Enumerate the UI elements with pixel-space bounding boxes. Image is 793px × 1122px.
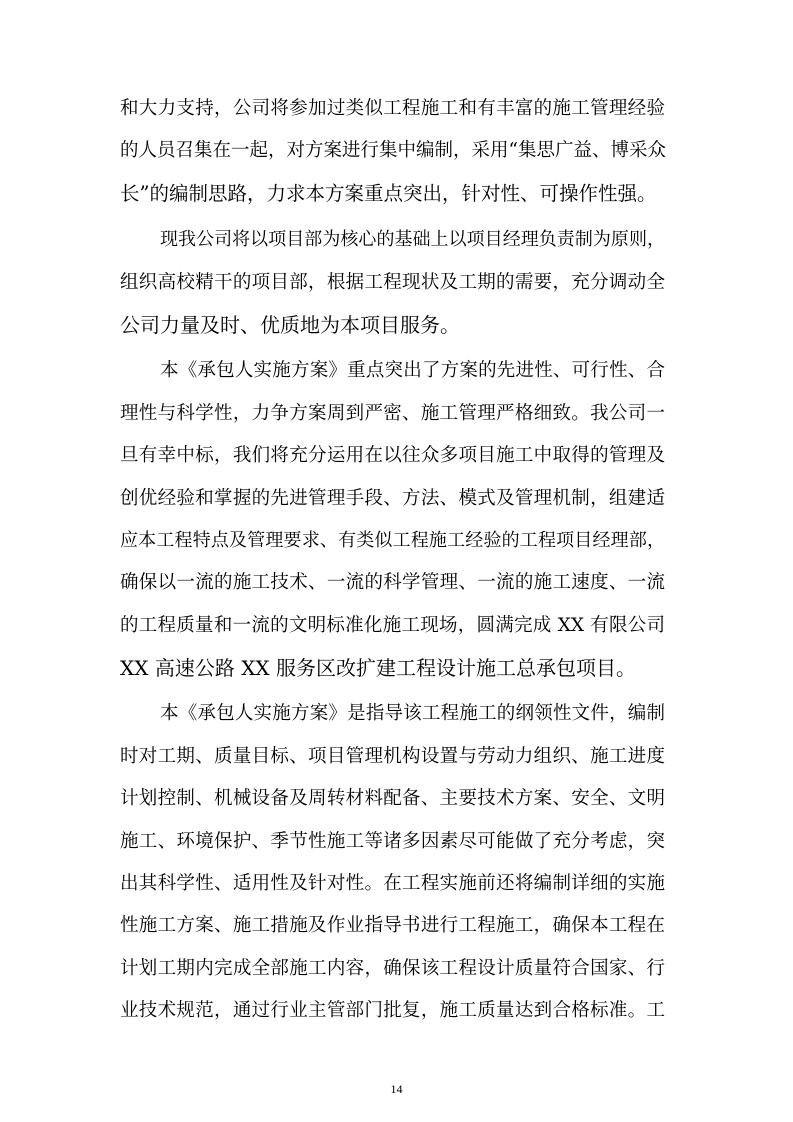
text-line: 旦有幸中标，我们将充分运用在以往众多项目施工中取得的管理及: [120, 445, 665, 467]
text-line: 理性与科学性，力争方案周到严密、施工管理严格细致。我公司一: [120, 402, 665, 424]
text-line: 长”的编制思路，力求本方案重点突出，针对性、可操作性强。: [120, 181, 657, 205]
text-line: 公司力量及时、优质地为本项目服务。: [120, 312, 460, 337]
text-line: 出其科学性、适用性及针对性。在工程实施前还将编制详细的实施: [120, 873, 665, 895]
text-line: 施工、环境保护、季节性施工等诸多因素尽可能做了充分考虑，突: [120, 830, 665, 852]
text-line: 计划工期内完成全部施工内容，确保该工程设计质量符合国家、行: [120, 957, 665, 979]
text-line: 时对工期、质量目标、项目管理机构设置与劳动力组织、施工进度: [120, 745, 665, 767]
paragraph: [120, 88, 665, 215]
paragraph: [120, 219, 665, 346]
text-line: 计划控制、机械设备及周转材料配备、主要技术方案、安全、文明: [120, 788, 665, 810]
text-line: 确保以一流的施工技术、一流的科学管理、一流的施工速度、一流: [120, 572, 665, 594]
text-line: 和大力支持，公司将参加过类似工程施工和有丰富的施工管理经验: [120, 98, 665, 119]
body-text: [120, 88, 665, 1033]
paragraph: [120, 693, 665, 1032]
text-line: 业技术规范，通过行业主管部门批复，施工质量达到合格标准。工: [120, 1000, 665, 1022]
text-line: 的人员召集在一起，对方案进行集中编制，采用“集思广益、博采众: [120, 140, 666, 162]
text-line: 组织高校精干的项目部，根据工程现状及工期的需要，充分调动全: [120, 271, 665, 293]
text-line: 本《承包人实施方案》是指导该工程施工的纲领性文件，编制: [160, 703, 665, 725]
text-line: 的工程质量和一流的文明标准化施工现场，圆满完成 XX 有限公司: [120, 614, 665, 636]
text-line: 创优经验和掌握的先进管理手段、方法、模式及管理机制，组建适: [120, 487, 665, 509]
text-line: 本《承包人实施方案》重点突出了方案的先进性、可行性、合: [160, 360, 665, 382]
paragraph: [120, 350, 665, 689]
text-line: 现我公司将以项目部为核心的基础上以项目经理负责制为原则，: [160, 229, 665, 251]
page-number: 14: [390, 1082, 403, 1096]
text-line: 应本工程特点及管理要求、有类似工程施工经验的工程项目经理部，: [120, 529, 665, 551]
text-line: 性施工方案、施工措施及作业指导书进行工程施工，确保本工程在: [120, 915, 665, 937]
text-line: XX 高速公路 XX 服务区改扩建工程设计施工总承包项目。: [120, 656, 637, 681]
